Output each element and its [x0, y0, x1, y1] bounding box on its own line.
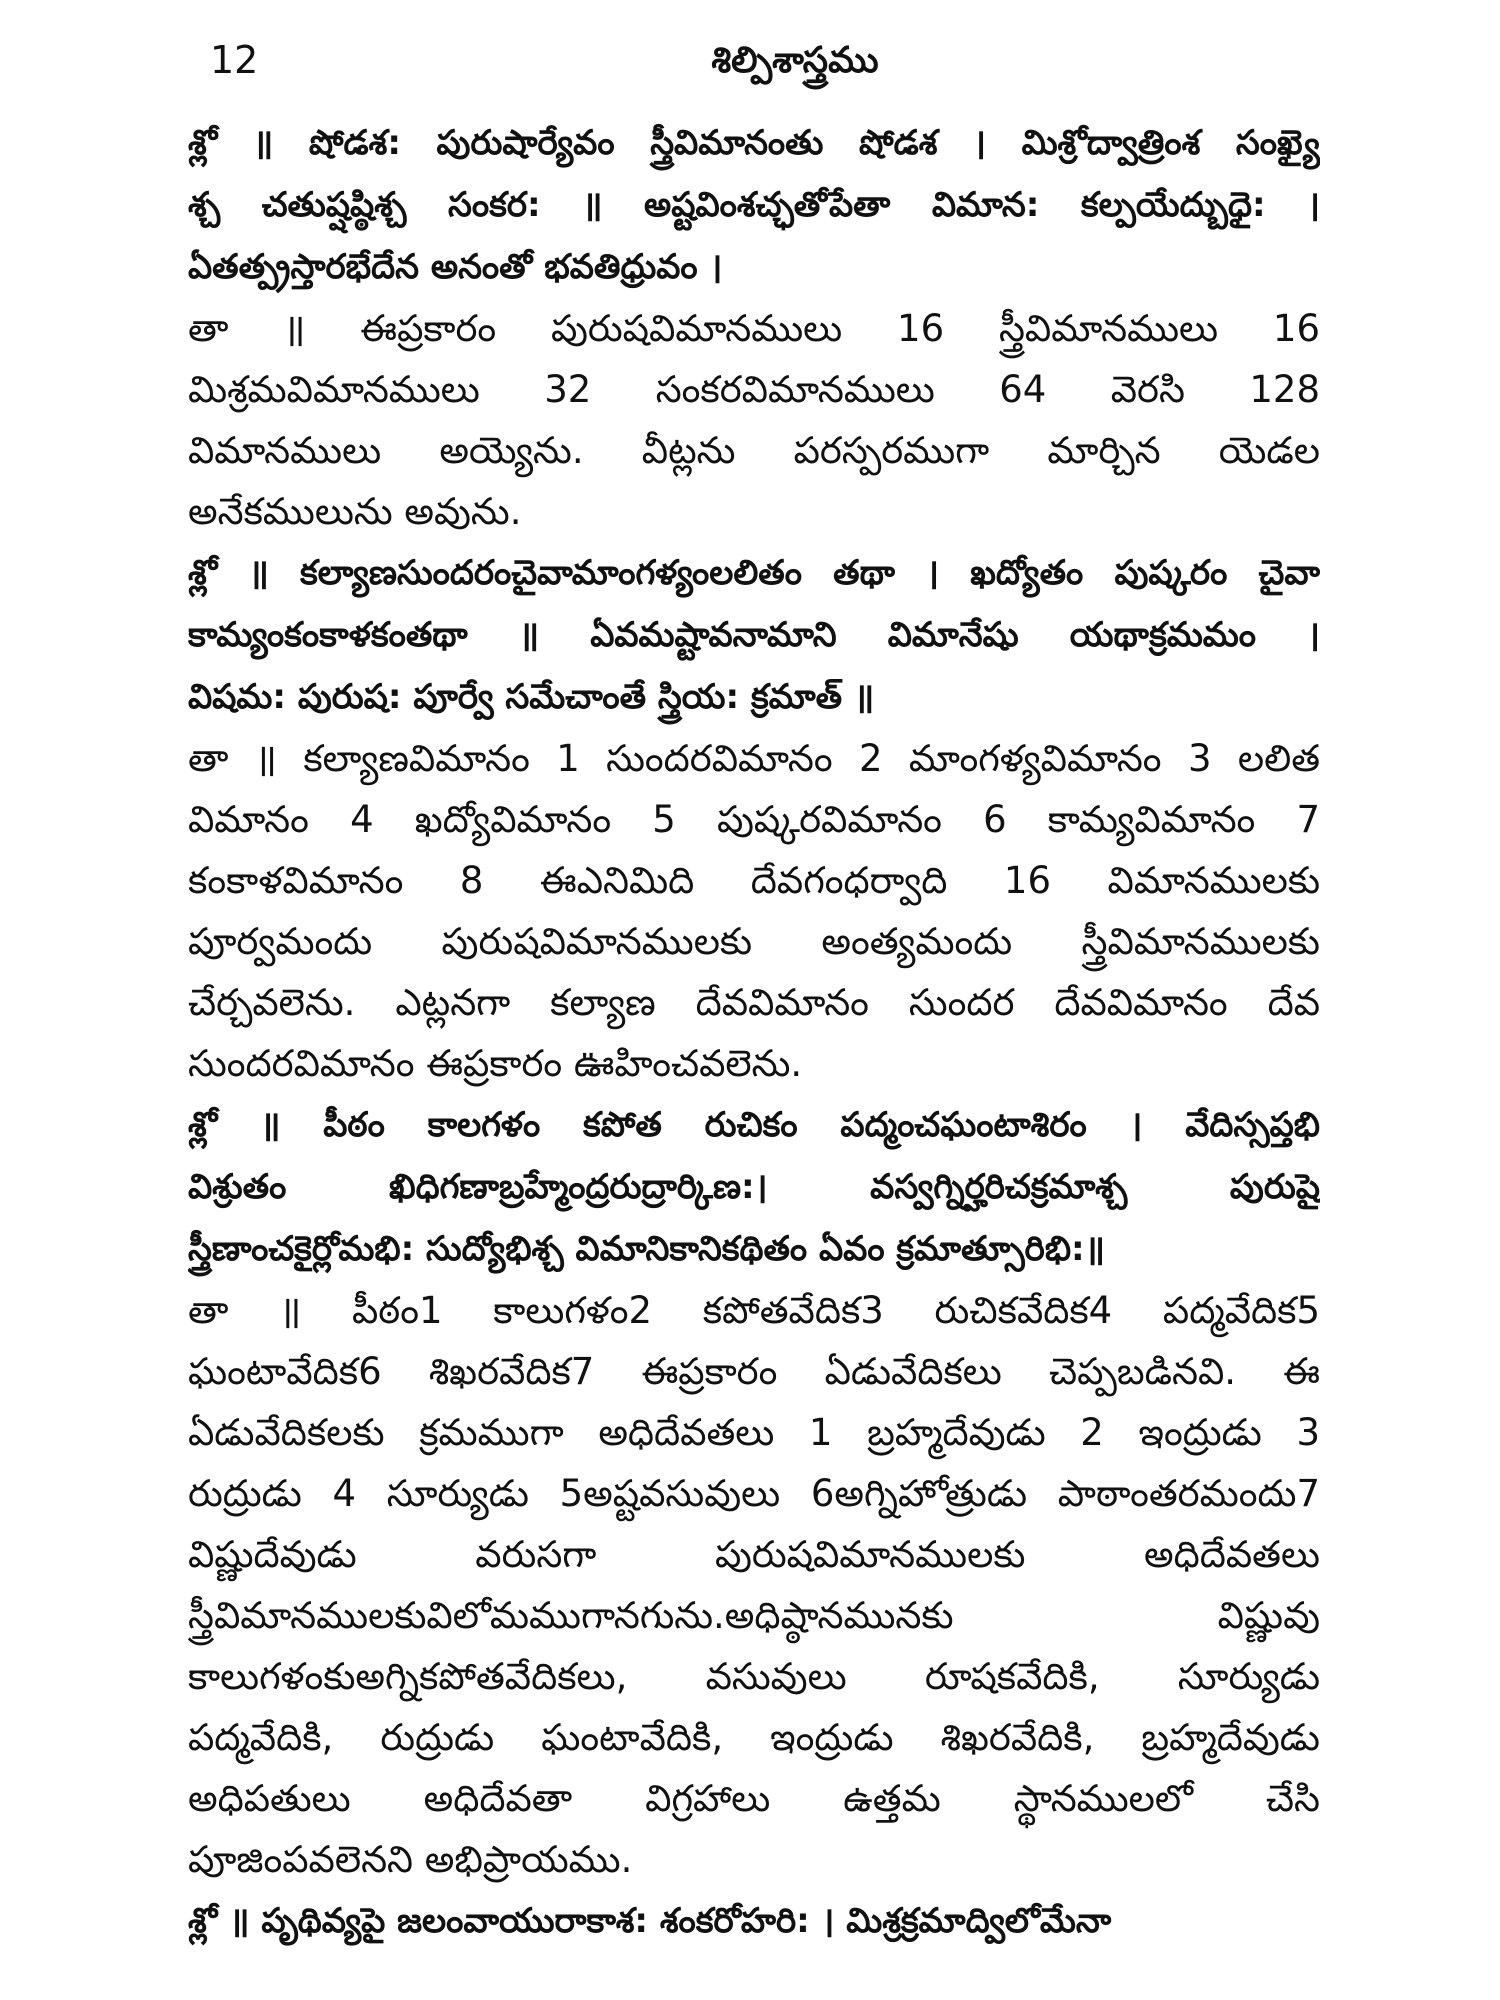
translation-line: కంకాళవిమానం 8 ఈఎనిమిది దేవగంధర్వాది 16 విమానములకు	[188, 859, 1320, 902]
translation-line: ఏడువేదికలకు క్రమముగా అధిదేవతలు 1 బ్రహ్మదేవుడు 2 ఇంద్రుడు 3	[188, 1411, 1320, 1454]
translation-line: చేర్చవలెను. ఎట్లనగా కల్యాణ దేవవిమానం సుందర దేవవిమానం దేవ	[188, 981, 1320, 1024]
translation-line: స్త్రీవిమానములకువిలోమముగానగును.అధిష్ఠానమునకు విష్ణువు	[188, 1594, 1320, 1637]
translation-line: మిశ్రమవిమానములు 32 సంకరవిమానములు 64 వెరసి 128	[188, 368, 1320, 411]
translation-line: రుద్రుడు 4 సూర్యుడు 5అష్టవసువులు 6అగ్నిహోత్రుడు పాఠాంతరమందు7	[188, 1472, 1320, 1515]
sloka-block	[188, 1094, 1320, 1280]
sloka-line: శ్చ చతుష్షష్ఠిశ్చ సంకర: ॥ అష్టవింశచ్ఛతోపేతా విమాన: కల్పయేద్బుధై: ।	[188, 185, 1320, 225]
page-header	[210, 38, 1380, 98]
translation-line: కాలుగళంకుఅగ్నికపోతవేదికలు, వసువులు రూషకవేదికి, సూర్యుడు	[188, 1655, 1320, 1698]
translation-line: విమానములు అయ్యెను. వీట్లను పరస్పరముగా మార్చిన యెడల	[188, 429, 1320, 472]
sloka-line: శ్లో ॥ కల్యాణసుందరంచైవామాంగళ్యంలలితం తథా । ఖద్యోతం పుష్కరం చైవా	[188, 553, 1320, 593]
sloka-line: ఏతత్ప్రస్తారభేదేన అనంతో భవతిధ్రువం ।	[188, 247, 723, 287]
translation-line: విష్ణుదేవుడు వరుసగా పురుషవిమానములకు అధిదేవతలు	[188, 1533, 1320, 1576]
translation-line: తా ॥ కల్యాణవిమానం 1 సుందరవిమానం 2 మాంగళ్యవిమానం 3 లలిత	[188, 737, 1320, 780]
sloka-block	[188, 112, 1320, 298]
translation-line: పూజింపవలెనని అభిప్రాయము.	[188, 1838, 633, 1881]
translation-line: విమానం 4 ఖద్యోవిమానం 5 పుష్కరవిమానం 6 కామ్యవిమానం 7	[188, 798, 1320, 841]
sloka-line: విశ్రుతం ఖిధిగణాబ్రహ్మేంద్రరుద్రార్కిణ:। వస్వగ్నిర్హరిచక్రమాశ్చ పురుషై	[188, 1167, 1320, 1207]
page-number: 12	[210, 38, 259, 82]
sloka-block	[188, 1890, 1320, 1952]
sloka-line: స్త్రీణాంచకైర్లోమభి: సుద్యోభిశ్చ విమానికానికథితం ఏవం క్రమాత్సూరిభి:॥	[188, 1229, 1106, 1269]
sloka-line: శ్లో ॥ పృథివ్యపై జలంవాయురాకాశ: శంకరోహరి: । మిశ్రక్రమాద్విలోమేనా	[188, 1901, 1112, 1941]
translation-line: తా ॥ ఈప్రకారం పురుషవిమానములు 16 స్త్రీవిమానములు 16	[188, 307, 1320, 350]
sloka-line: విషమ: పురుష: పూర్వే సమేచాంతే స్త్రియ: క్రమాత్ ॥	[188, 677, 875, 717]
sloka-line: కామ్యంకంకాళకంతథా ॥ ఏవమష్టావనామాని విమానేషు యథాక్రమమం ।	[188, 615, 1320, 655]
translation-line: తా ॥ పీఠం1 కాలుగళం2 కపోతవేదిక3 రుచికవేదిక4 పద్మవేదిక5	[188, 1289, 1320, 1332]
translation-line: అనేకములును అవును.	[188, 490, 522, 533]
translation-line: పద్మవేదికి, రుద్రుడు ఘంటావేదికి, ఇంద్రుడు శిఖరవేదికి, బ్రహ్మదేవుడు	[188, 1716, 1320, 1759]
translation-block	[188, 298, 1320, 542]
translation-line: పూర్వమందు పురుషవిమానములకు అంత్యమందు స్త్రీవిమానములకు	[188, 920, 1320, 963]
running-title: శిల్పిశాస్త్రము	[711, 40, 879, 81]
translation-block	[188, 1280, 1320, 1890]
sloka-block	[188, 542, 1320, 728]
page-body	[188, 112, 1320, 1952]
translation-line: అధిపతులు అధిదేవతా విగ్రహాలు ఉత్తమ స్థానములలో చేసి	[188, 1777, 1320, 1820]
translation-line: సుందరవిమానం ఈప్రకారం ఊహించవలెను.	[188, 1042, 803, 1085]
translation-line: ఘంటావేదిక6 శిఖరవేదిక7 ఈప్రకారం ఏడువేదికలు చెప్పబడినవి. ఈ	[188, 1350, 1320, 1393]
sloka-line: శ్లో ॥ షోడశ: పురుషార్యేవం స్త్రీవిమానంతు షోడశ । మిశ్రోద్వాత్రింశ సంఖ్యై	[188, 123, 1320, 163]
sloka-line: శ్లో ॥ పీఠం కాలగళం కపోత రుచికం పద్మంచఘంటాశిరం । వేదిస్సప్తభి	[188, 1105, 1320, 1145]
translation-block	[188, 728, 1320, 1094]
